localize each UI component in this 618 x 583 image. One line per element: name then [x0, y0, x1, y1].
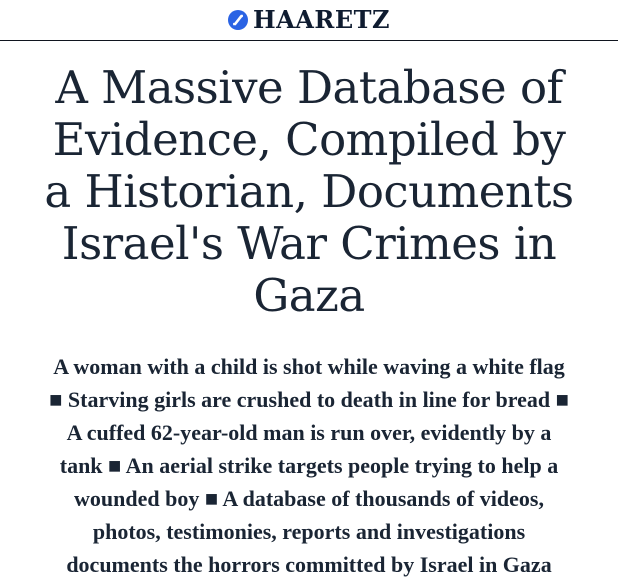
subtitle-line: wounded boy ■ A database of thousands of videos,: [74, 486, 544, 511]
article-headline: [0, 62, 618, 322]
haaretz-wordmark: HAARETZ: [252, 5, 391, 34]
subtitle-line: photos, testimonies, reports and investigations: [92, 519, 526, 544]
subtitle-line: A cuffed 62-year-old man is run over, evidently by a: [66, 420, 552, 445]
article: [0, 62, 618, 581]
headline-line: Israel's War Crimes in: [61, 217, 557, 270]
subtitle-line: tank ■ An aerial strike targets people trying to help a: [59, 453, 559, 478]
haaretz-logo-icon: [228, 10, 248, 30]
article-subtitle: [0, 350, 618, 581]
subtitle-line: A woman with a child is shot while waving a white flag: [53, 354, 565, 379]
headline-line: Evidence, Compiled by: [52, 113, 566, 166]
site-header: [0, 0, 618, 41]
haaretz-logo-link[interactable]: [228, 5, 391, 34]
subtitle-line: documents the horrors committed by Israel in Gaza: [66, 552, 552, 577]
subtitle-line: ■ Starving girls are crushed to death in line for bread ■: [49, 387, 569, 412]
headline-line: A Massive Database of: [55, 61, 563, 114]
headline-line: Gaza: [253, 269, 365, 322]
headline-line: a Historian, Documents: [44, 165, 574, 218]
